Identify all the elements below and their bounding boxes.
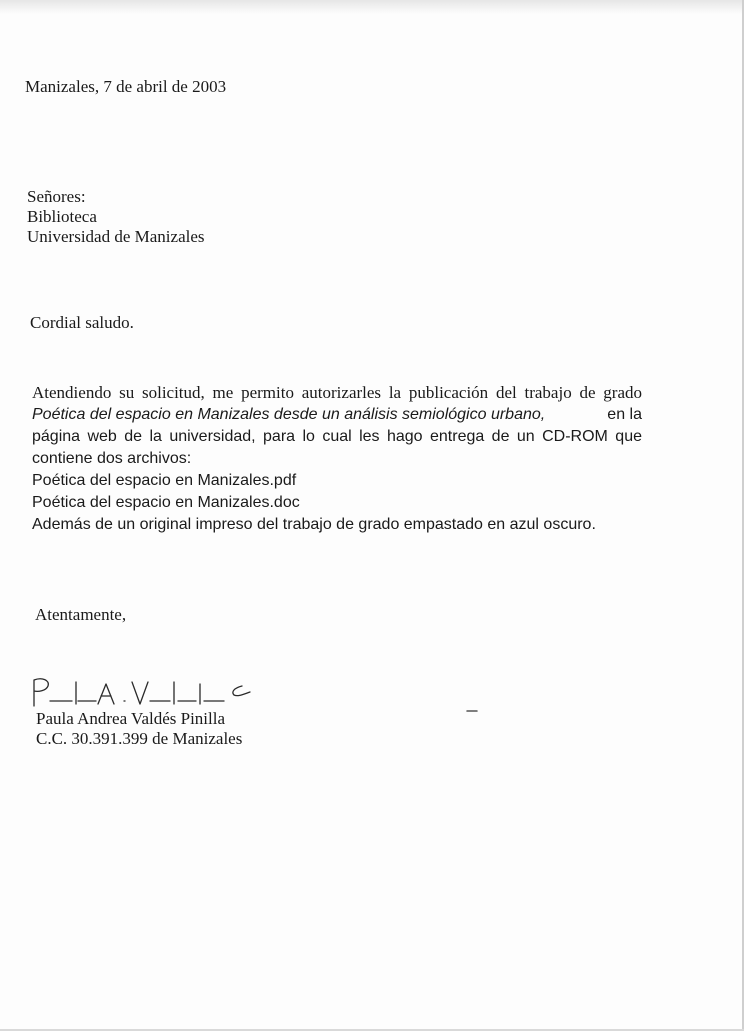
ink-smudge <box>466 708 478 714</box>
handwritten-signature <box>28 674 278 710</box>
file-doc: Poética del espacio en Manizales.doc <box>32 494 300 511</box>
recipient-library: Biblioteca <box>27 207 97 226</box>
file-pdf: Poética del espacio en Manizales.pdf <box>32 472 297 489</box>
body-line-4: contiene dos archivos: <box>32 450 192 467</box>
body-line-3: página web de la universidad, para lo cual les hago entrega de un CD-ROM que <box>32 428 642 445</box>
scan-top-shadow <box>0 0 744 14</box>
body-line-2-rest: en la <box>607 406 642 423</box>
body-line-2 <box>32 405 642 425</box>
closing-note: Además de un original impreso del trabajo de grado empastado en azul oscuro. <box>32 516 596 533</box>
signer-id: C.C. 30.391.399 de Manizales <box>36 729 243 748</box>
signer-name: Paula Andrea Valdés Pinilla <box>36 709 226 728</box>
recipient-salutation: Señores: <box>27 187 86 206</box>
letter-date: Manizales, 7 de abril de 2003 <box>25 77 227 96</box>
closing: Atentamente, <box>35 605 127 624</box>
body-line-1: Atendiendo su solicitud, me permito autorizarles la publicación del trabajo de grado <box>32 383 642 402</box>
recipient-university: Universidad de Manizales <box>27 227 205 246</box>
thesis-title: Poética del espacio en Manizales desde un análisis semiológico urbano, <box>32 406 546 423</box>
greeting: Cordial saludo. <box>30 313 134 332</box>
